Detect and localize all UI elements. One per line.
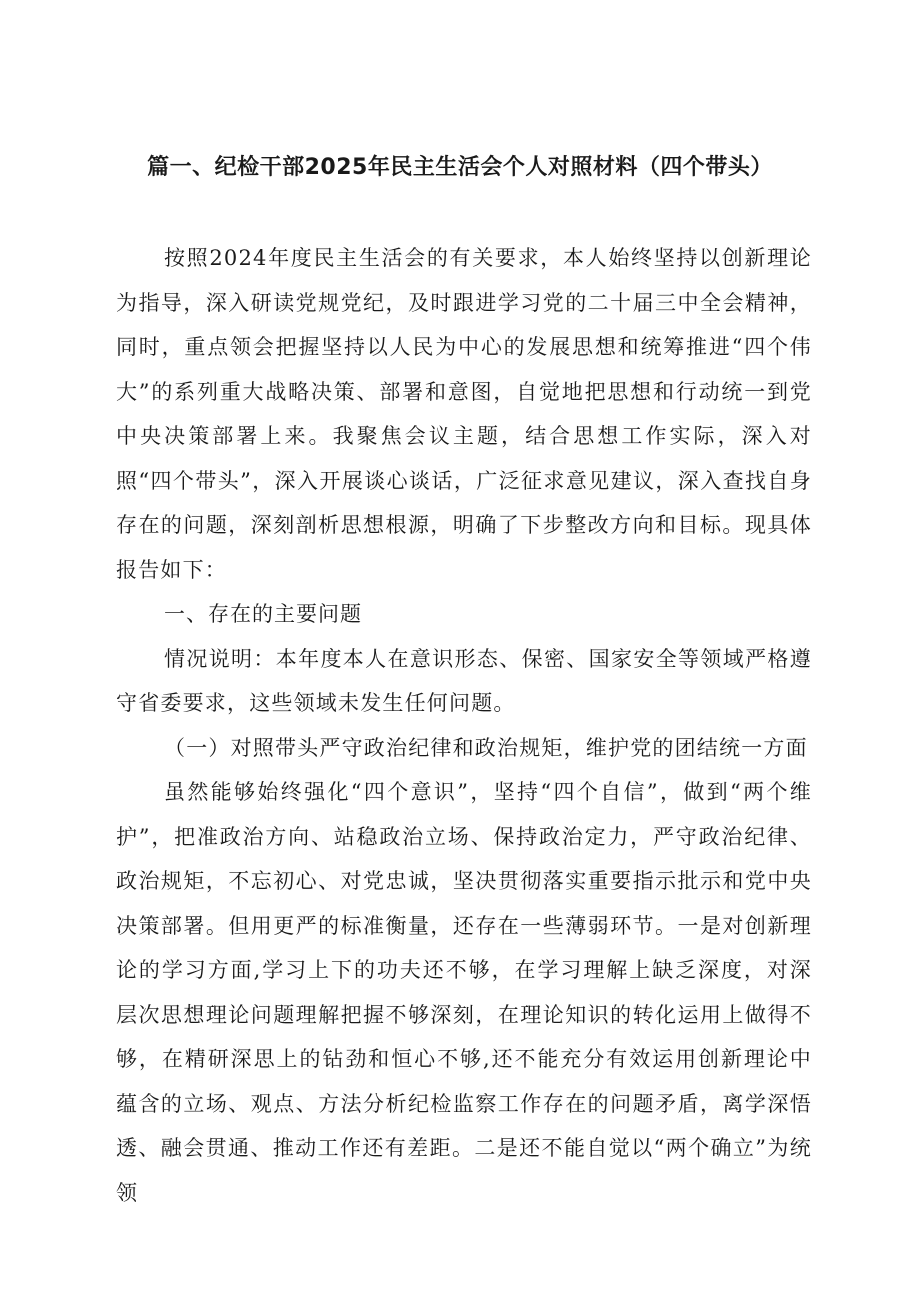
situation-paragraph: 情况说明：本年度本人在意识形态、保密、国家安全等领域严格遵守省委要求，这些领域未发生任何问题。 (116, 646, 812, 715)
section-heading-main-problems: 一、存在的主要问题 (164, 602, 362, 626)
document-title: 篇一、纪检干部2025年民主生活会个人对照材料（四个带头） (147, 155, 773, 180)
intro-paragraph: 按照2024年度民主生活会的有关要求，本人始终坚持以创新理论为指导，深入研读党规党纪，及时跟进学习党的二十届三中全会精神，同时，重点领会把握坚持以人民为中心的发展思想和统筹推进“四个伟大”的系列重大战略决策、部署和意图，自觉地把思想和行动统一到党中央决策部署上来。我聚焦会议主题，结合思想工作实际，深入对照“四个带头”，深入开展谈心谈话，广泛征求意见建议，深入查找自身存在的问题，深刻剖析思想根源，明确了下步整改方向和目标。现具体报告如下： (116, 246, 812, 582)
document-body (116, 236, 812, 1215)
subsection-paragraph-political-discipline: 虽然能够始终强化“四个意识”，坚持“四个自信”，做到“两个维护”，把准政治方向、站稳政治立场、保持政治定力，严守政治纪律、政治规矩，不忘初心、对党忠诚，坚决贯彻落实重要指示批示和党中央决策部署。但用更严的标准衡量，还存在一些薄弱环节。一是对创新理论的学习方面,学习上下的功夫还不够，在学习理解上缺乏深度，对深层次思想理论问题理解把握不够深刻，在理论知识的转化运用上做得不够，在精研深思上的钻劲和恒心不够,还不能充分有效运用创新理论中蕴含的立场、观点、方法分析纪检监察工作存在的问题矛盾，离学深悟透、融会贯通、推动工作还有差距。二是还不能自觉以“两个确立”为统领 (116, 780, 812, 1205)
subsection-heading-political-discipline: （一）对照带头严守政治纪律和政治规矩，维护党的团结统一方面 (164, 735, 808, 760)
